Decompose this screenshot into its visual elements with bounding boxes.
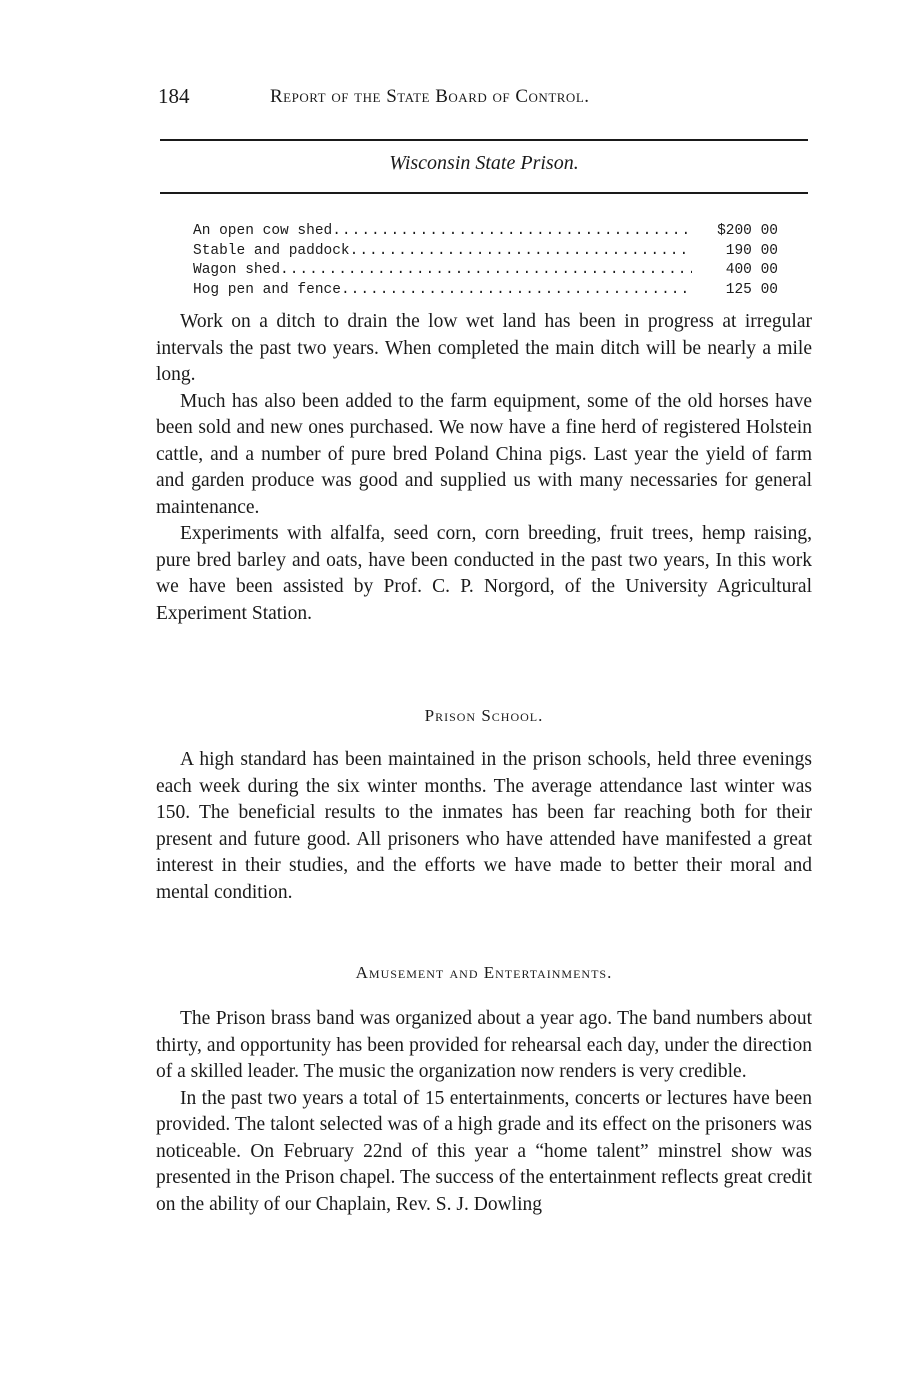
cost-row xyxy=(193,261,778,281)
prison-school-heading: Prison School. xyxy=(424,706,544,725)
cost-label: Hog pen and fence xyxy=(193,281,341,298)
paragraph: A high standard has been maintained in the prison schools, held three evenings each week during the six winter months. The average attendance last winter was 150. The beneficial results to the inmates has been far reaching both for their present and future good. All prisoners who have attended have manifested a great interest in their studies, and the efforts we have made to better their moral and mental condition. xyxy=(156,749,812,903)
cost-table xyxy=(193,222,778,300)
paragraph: The Prison brass band was organized about a year ago. The band numbers about thirty, and opportunity has been provided for rehearsal each day, under the direction of a skilled leader. The music the organization now renders is very credible. xyxy=(156,1008,812,1082)
dot-leader xyxy=(332,222,692,242)
cost-row xyxy=(193,242,778,262)
amusement-heading: Amusement and Entertainments. xyxy=(355,963,613,982)
cost-label: An open cow shed xyxy=(193,223,333,239)
cost-label: Wagon shed xyxy=(193,262,281,278)
bottom-rule xyxy=(160,192,808,194)
cost-row xyxy=(193,281,778,301)
section-title: Wisconsin State Prison. xyxy=(389,152,579,174)
dot-leader xyxy=(350,242,692,262)
running-head xyxy=(158,84,810,114)
cost-value: 190 00 xyxy=(725,242,778,259)
farm-text xyxy=(156,309,812,627)
paragraph: Experiments with alfalfa, seed corn, corn breeding, fruit trees, hemp raising, pure bred barley and oats, have been conducted in the past two years, In this work we have been assisted by Prof. C. P. Norgord, of the University Agricultural Experiment Station. xyxy=(156,523,812,624)
dot-leader xyxy=(341,281,692,301)
paragraph: Work on a ditch to drain the low wet land has been in progress at irregular intervals the past two years. When completed the main ditch will be nearly a mile long. xyxy=(156,311,812,385)
cost-value: 125 00 xyxy=(725,281,778,298)
cost-value: $200 00 xyxy=(717,223,778,239)
amusement-text xyxy=(156,1006,812,1218)
cost-value: 400 00 xyxy=(725,262,778,278)
dot-leader xyxy=(280,261,692,281)
paragraph: In the past two years a total of 15 entertainments, concerts or lectures have been provided. The talont selected was of a high grade and its effect on the prisoners was noticeable. On February 22nd of this year a “home talent” minstrel show was presented in the Prison chapel. The success of the entertainment reflects great credit on the ability of our Chaplain, Rev. S. J. Dowling xyxy=(156,1087,812,1215)
report-title: Report of the State Board of Control. xyxy=(270,86,590,107)
page-number: 184 xyxy=(158,84,190,108)
cost-row xyxy=(193,222,778,242)
top-rule xyxy=(160,139,808,141)
prison-school-text xyxy=(156,747,812,906)
paragraph: Much has also been added to the farm equipment, some of the old horses have been sold and new ones purchased. We now have a fine herd of registered Holstein cattle, and a number of pure bred Poland China pigs. Last year the yield of farm and garden produce was good and supplied us with many necessaries for general maintenance. xyxy=(156,390,812,518)
cost-label: Stable and paddock xyxy=(193,242,350,259)
